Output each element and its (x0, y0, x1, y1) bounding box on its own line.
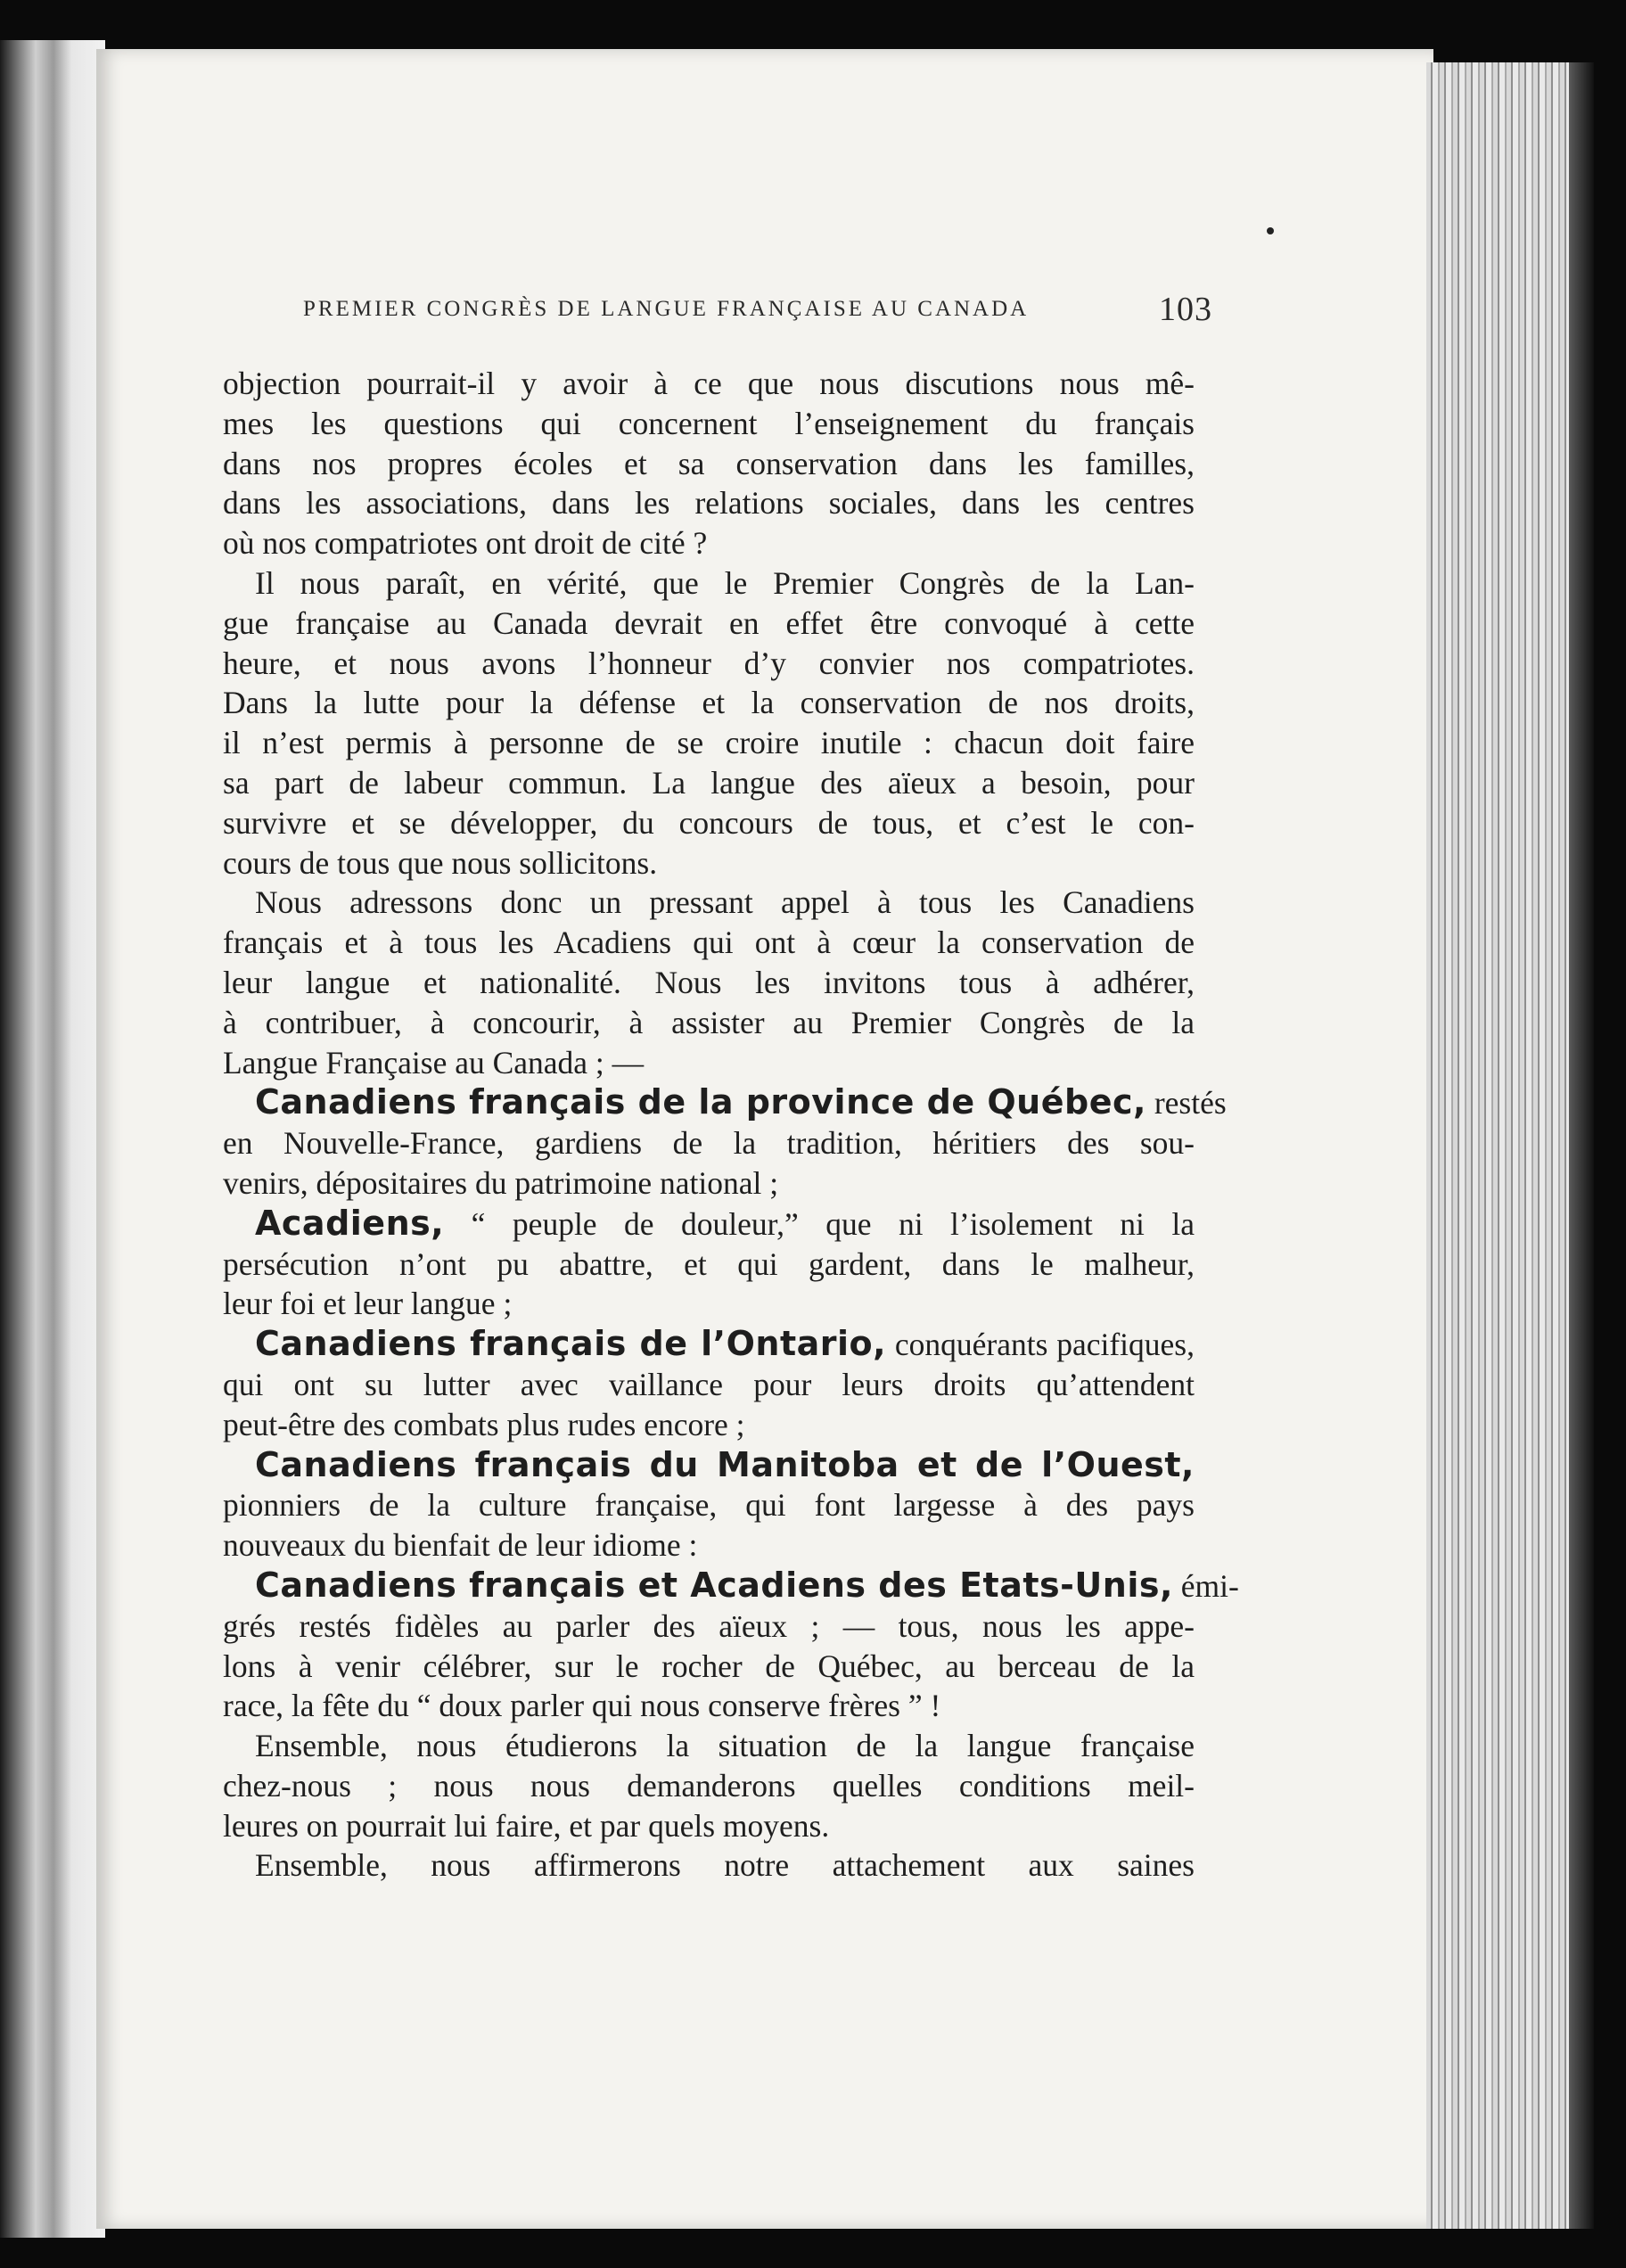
text-line: grés restés fidèles au parler des aïeux ; — tous, nous les appe- (223, 1607, 1195, 1644)
bold-heading: Canadiens français du Manitoba et de l’Ouest, (255, 1444, 1195, 1484)
page-number: 103 (1159, 291, 1212, 328)
bold-heading: Acadiens, (255, 1203, 445, 1243)
text-line: persécution n’ont pu abattre, et qui gardent, dans le malheur, (223, 1245, 1195, 1282)
text-line: venirs, dépositaires du patrimoine national ; (223, 1164, 779, 1201)
text-line (223, 1565, 1239, 1606)
page-stack-edge (1426, 62, 1573, 2229)
text-fragment: “ peuple de douleur,” que ni l’isolement ni la (444, 1205, 1195, 1242)
left-page-edge (0, 40, 105, 2238)
page-stack-shadow (1569, 62, 1594, 2229)
text-line: objection pourrait-il y avoir à ce que nous discutions nous mê- (223, 366, 1195, 401)
text-line: sa part de labeur commun. La langue des aïeux a besoin, pour (223, 764, 1195, 801)
text-line: mes les questions qui concernent l’enseignement du français (223, 405, 1195, 441)
text-line: race, la fête du “ doux parler qui nous conserve frères ” ! (223, 1688, 941, 1724)
text-line: gue française au Canada devrait en effet être convoqué à cette (223, 604, 1195, 641)
text-line: chez-nous ; nous nous demanderons quelles conditions meil- (223, 1767, 1195, 1804)
text-fragment: restés (1146, 1085, 1227, 1122)
text-line: à contribuer, à concourir, à assister au Premier Congrès de la (223, 1004, 1195, 1040)
text-line: Dans la lutte pour la défense et la conservation de nos droits, (223, 685, 1195, 721)
text-fragment: émi- (1172, 1567, 1239, 1604)
text-line: en Nouvelle-France, gardiens de la tradition, héritiers des sou- (223, 1125, 1195, 1162)
text-line: pionniers de la culture française, qui font largesse à des pays (223, 1487, 1195, 1524)
text-line: il n’est permis à personne de se croire inutile : chacun doit faire (223, 725, 1195, 761)
text-line (223, 1204, 1195, 1245)
text-line: lons à venir célébrer, sur le rocher de Québec, au berceau de la (223, 1648, 1195, 1684)
text-line: heure, et nous avons l’honneur d’y convier nos compatriotes. (223, 645, 1195, 681)
text-line: où nos compatriotes ont droit de cité ? (223, 525, 708, 562)
text-line: dans nos propres écoles et sa conservation dans les familles, (223, 445, 1195, 481)
text-line: qui ont su lutter avec vaillance pour leurs droits qu’attendent (223, 1366, 1195, 1402)
text-line: français et à tous les Acadiens qui ont à cœur la conservation de (223, 924, 1195, 961)
text-line: survivre et se développer, du concours de tous, et c’est le con- (223, 804, 1195, 841)
page-header (303, 291, 1212, 328)
ink-speck (1267, 227, 1274, 234)
text-line: leur langue et nationalité. Nous les invitons tous à adhérer, (223, 964, 1195, 1000)
text-line: cours de tous que nous sollicitons. (223, 844, 658, 881)
text-line: leures on pourrait lui faire, et par quels moyens. (223, 1807, 830, 1844)
text-line: peut-être des combats plus rudes encore ; (223, 1406, 745, 1442)
text-line (223, 1324, 1195, 1365)
body-text (223, 364, 1239, 1886)
text-line: Nous adressons donc un pressant appel à tous les Canadiens (255, 884, 1195, 921)
text-line: nouveaux du bienfait de leur idiome : (223, 1527, 698, 1564)
text-line (223, 1082, 1227, 1123)
text-line: dans les associations, dans les relations sociales, dans les centres (223, 485, 1195, 522)
text-line: Ensemble, nous étudierons la situation de la langue française (255, 1728, 1195, 1764)
text-line: Il nous paraît, en vérité, que le Premier Congrès de la Lan- (255, 564, 1195, 601)
bold-heading: Canadiens français et Acadiens des Etats-Unis, (255, 1565, 1173, 1605)
text-line: Langue Française au Canada ; — (223, 1044, 645, 1081)
text-line: leur foi et leur langue ; (223, 1286, 513, 1322)
text-fragment: conquérants pacifiques, (886, 1327, 1195, 1363)
text-line (223, 1445, 1195, 1486)
text-line: Ensemble, nous affirmerons notre attachement aux saines (255, 1847, 1195, 1884)
running-head: PREMIER CONGRÈS DE LANGUE FRANÇAISE AU CANADA (303, 297, 1030, 321)
bold-heading: Canadiens français de la province de Québec, (255, 1082, 1146, 1122)
bold-heading: Canadiens français de l’Ontario, (255, 1324, 887, 1364)
